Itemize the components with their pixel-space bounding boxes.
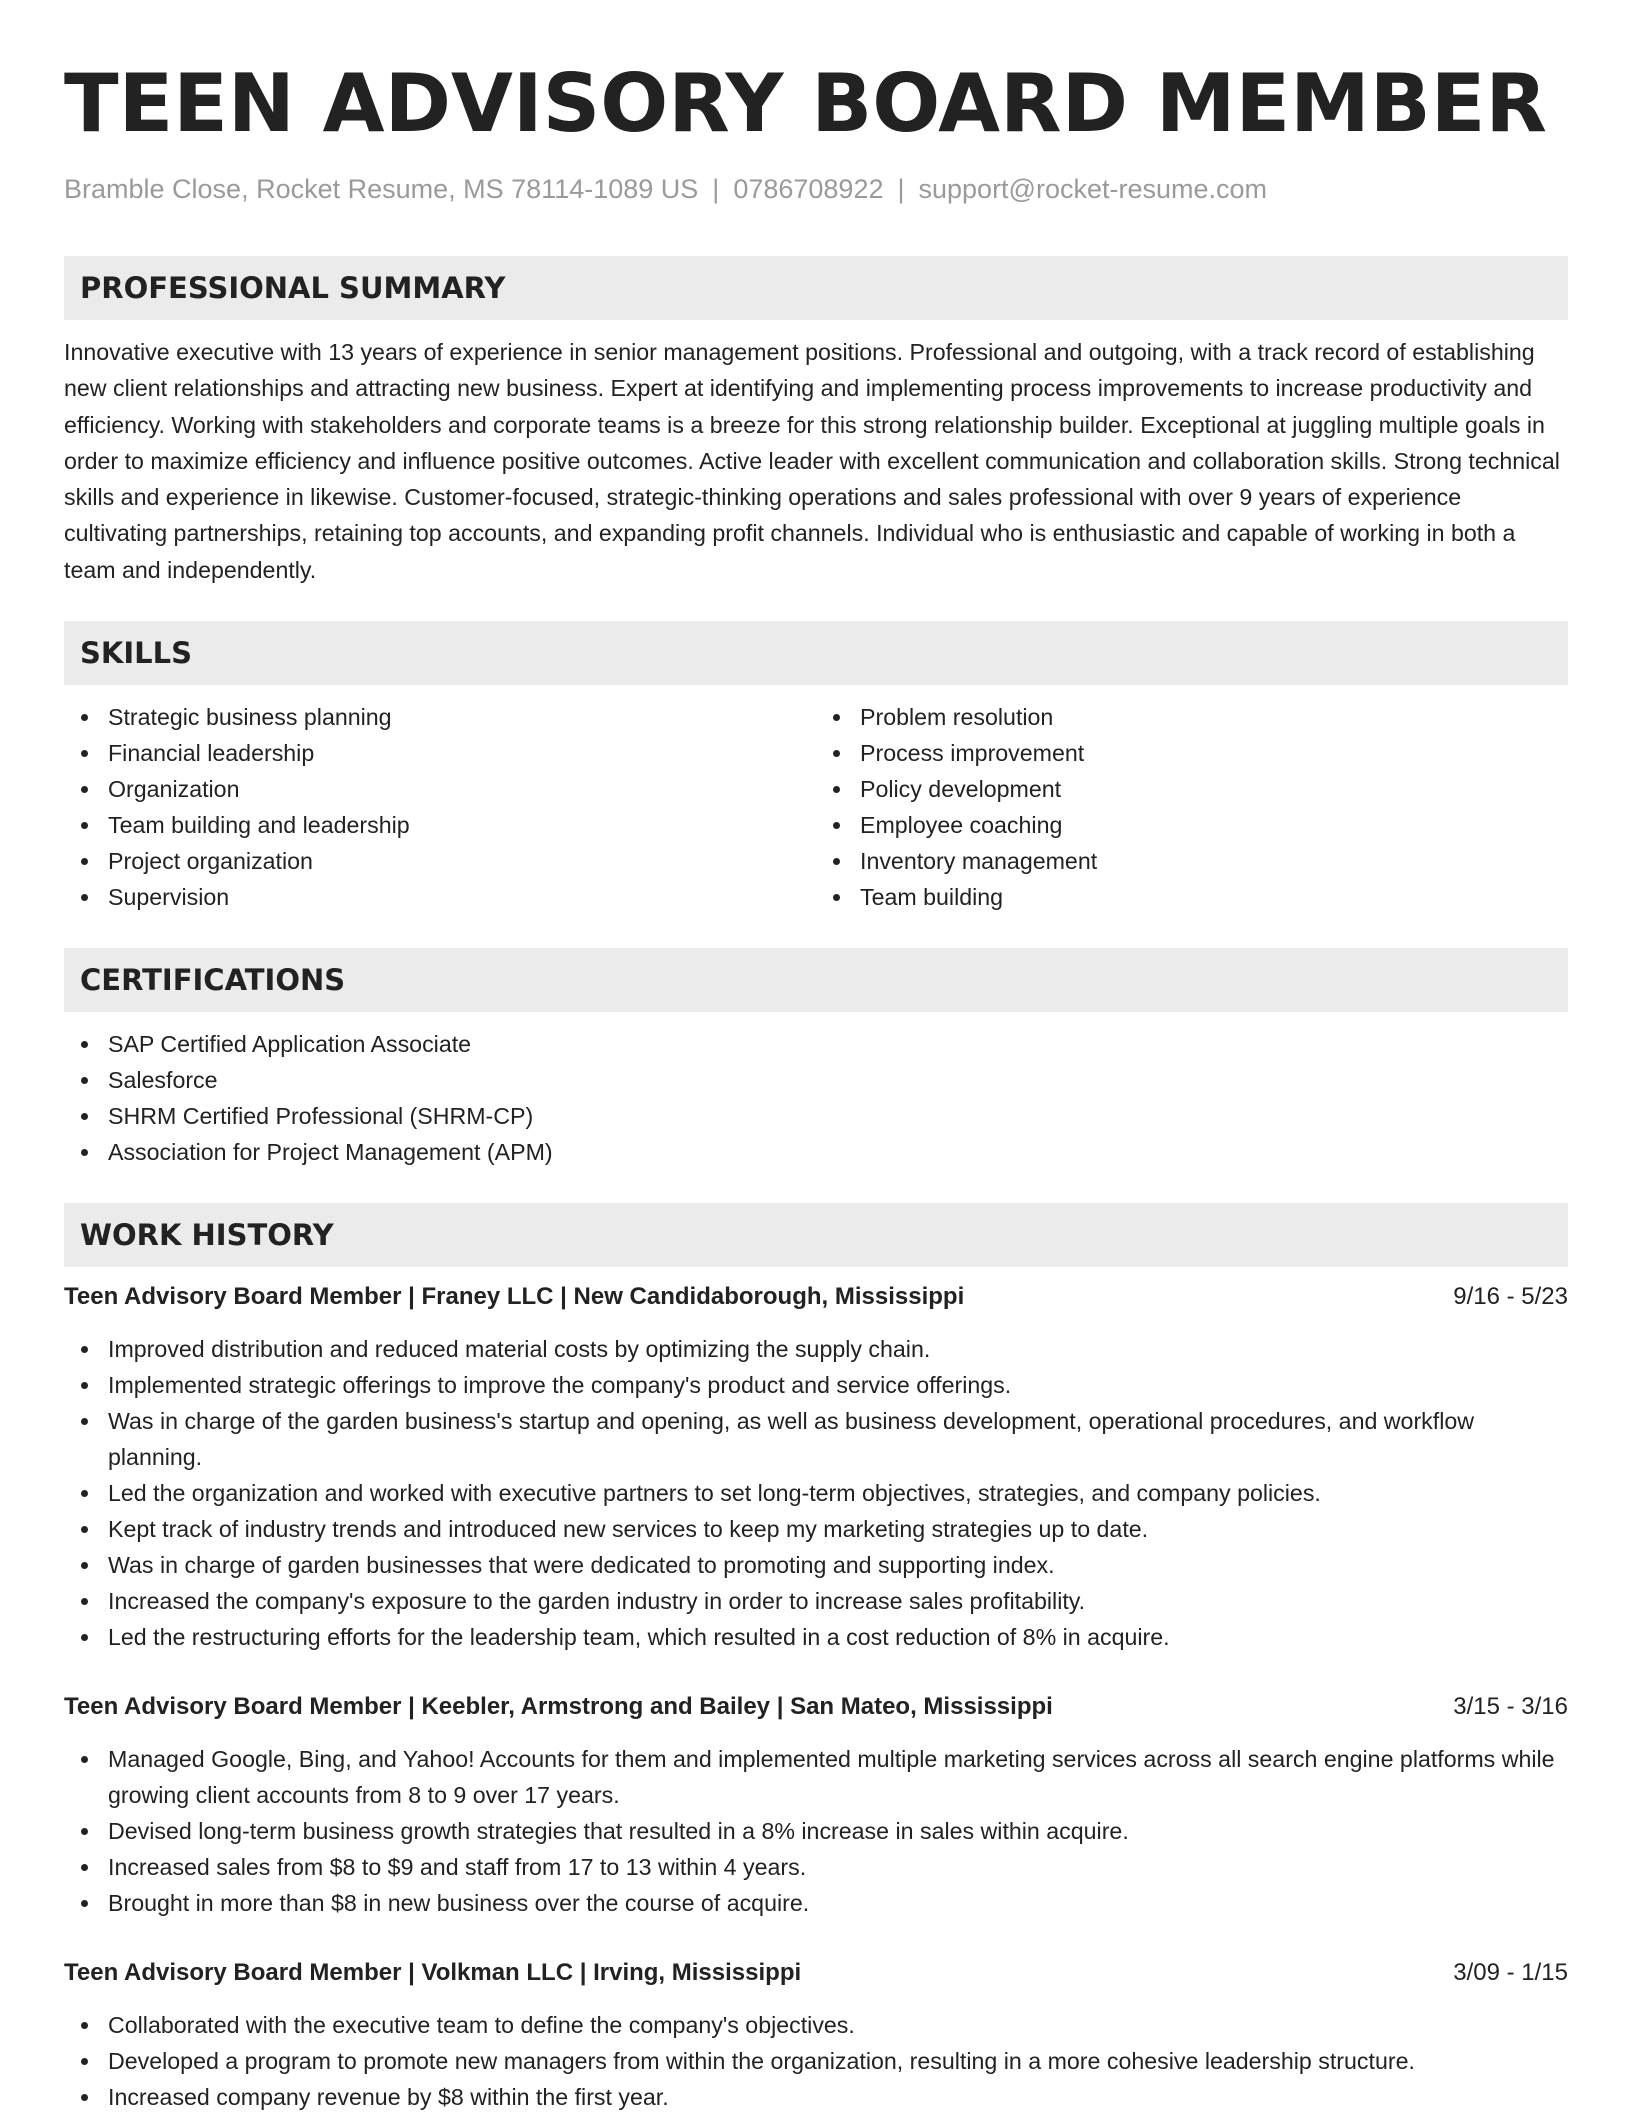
skills-right-list xyxy=(816,699,1568,915)
skill-item: Process improvement xyxy=(816,735,1568,771)
certifications-section xyxy=(64,948,1568,1170)
skill-item: Inventory management xyxy=(816,843,1568,879)
job-bullet: Improved distribution and reduced material costs by optimizing the supply chain. xyxy=(64,1331,1568,1367)
job-bullet: Increased the company's exposure to the garden industry in order to increase sales profitability. xyxy=(64,1583,1568,1619)
job-bullets xyxy=(64,1331,1568,1655)
section-header xyxy=(64,1203,1568,1267)
skill-item: Team building and leadership xyxy=(64,807,816,843)
skill-item: Organization xyxy=(64,771,816,807)
skill-item: Policy development xyxy=(816,771,1568,807)
certification-item: SAP Certified Application Associate xyxy=(64,1026,1568,1062)
job-heading: Teen Advisory Board Member | Keebler, Armstrong and Bailey | San Mateo, Mississippi xyxy=(64,1693,1053,1721)
candidate-name: TEEN ADVISORY BOARD MEMBER xyxy=(64,57,1548,150)
skill-item: Strategic business planning xyxy=(64,699,816,735)
job-heading-row xyxy=(64,1689,1568,1725)
job-dates: 3/15 - 3/16 xyxy=(1453,1693,1568,1721)
job-entry xyxy=(64,1689,1568,1921)
skill-item: Project organization xyxy=(64,843,816,879)
certifications-list xyxy=(64,1026,1568,1170)
job-heading-row xyxy=(64,1279,1568,1315)
job-bullet: Led the restructuring efforts for the leadership team, which resulted in a cost reduction of 8% in acquire. xyxy=(64,1619,1568,1655)
contact-separator: | xyxy=(897,174,905,204)
certification-item: SHRM Certified Professional (SHRM-CP) xyxy=(64,1098,1568,1134)
job-dates: 3/09 - 1/15 xyxy=(1453,1959,1568,1987)
summary-text: Innovative executive with 13 years of experience in senior management positions. Professional and outgoing, with a track record of establishing new client relationships and attracting new business. Expert at identifying and implementing process improvements to increase productivity and efficiency. Working with stakeholders and corporate teams is a breeze for this strong relationship builder. Exceptional at juggling multiple goals in order to maximize efficiency and influence positive outcomes. Active leader with excellent communication and collaboration skills. Strong technical skills and experience in likewise. Customer-focused, strategic-thinking operations and sales professional with over 9 years of experience cultivating partnerships, retaining top accounts, and expanding profit channels. Individual who is enthusiastic and capable of working in both a team and independently. xyxy=(64,339,1560,583)
job-bullet: Increased company revenue by $8 within the first year. xyxy=(64,2079,1568,2115)
skills-grid xyxy=(64,699,1568,915)
contact-phone: 0786708922 xyxy=(733,174,884,204)
contact-address: Bramble Close, Rocket Resume, MS 78114-1089 US xyxy=(64,174,699,204)
certification-item: Association for Project Management (APM) xyxy=(64,1134,1568,1170)
contact-line xyxy=(64,172,1568,206)
job-heading-row xyxy=(64,1955,1568,1991)
section-title-work-history: WORK HISTORY xyxy=(80,1218,334,1253)
job-bullet: Developed a program to promote new managers from within the organization, resulting in a more cohesive leadership structure. xyxy=(64,2043,1568,2079)
section-title-certifications: CERTIFICATIONS xyxy=(80,963,346,998)
skills-section xyxy=(64,621,1568,915)
job-bullet: Increased sales from $8 to $9 and staff from 17 to 13 within 4 years. xyxy=(64,1849,1568,1885)
section-header xyxy=(64,256,1568,320)
job-bullets xyxy=(64,2007,1568,2115)
skill-item: Problem resolution xyxy=(816,699,1568,735)
summary-section xyxy=(64,256,1568,588)
job-bullet: Was in charge of the garden business's startup and opening, as well as business development, operational procedures, and workflow planning. xyxy=(64,1403,1568,1475)
skill-item: Employee coaching xyxy=(816,807,1568,843)
section-title-summary: PROFESSIONAL SUMMARY xyxy=(80,271,506,305)
job-bullet: Devised long-term business growth strategies that resulted in a 8% increase in sales within acquire. xyxy=(64,1813,1568,1849)
certification-item: Salesforce xyxy=(64,1062,1568,1098)
job-bullet: Led the organization and worked with executive partners to set long-term objectives, strategies, and company policies. xyxy=(64,1475,1568,1511)
skills-left-list xyxy=(64,699,816,915)
job-heading: Teen Advisory Board Member | Franey LLC | New Candidaborough, Mississippi xyxy=(64,1283,965,1311)
skill-item: Supervision xyxy=(64,879,816,915)
job-heading: Teen Advisory Board Member | Volkman LLC | Irving, Mississippi xyxy=(64,1959,802,1987)
job-bullet: Was in charge of garden businesses that were dedicated to promoting and supporting index. xyxy=(64,1547,1568,1583)
section-header xyxy=(64,621,1568,685)
job-dates: 9/16 - 5/23 xyxy=(1453,1283,1568,1311)
job-bullet: Implemented strategic offerings to improve the company's product and service offerings. xyxy=(64,1367,1568,1403)
skill-item: Financial leadership xyxy=(64,735,816,771)
section-header xyxy=(64,948,1568,1012)
job-bullet: Kept track of industry trends and introduced new services to keep my marketing strategies up to date. xyxy=(64,1511,1568,1547)
job-bullet: Managed Google, Bing, and Yahoo! Accounts for them and implemented multiple marketing services across all search engine platforms while growing client accounts from 8 to 9 over 17 years. xyxy=(64,1741,1568,1813)
job-entry xyxy=(64,1955,1568,2115)
contact-separator: | xyxy=(712,174,720,204)
job-entry xyxy=(64,1279,1568,1655)
job-bullet: Brought in more than $8 in new business over the course of acquire. xyxy=(64,1885,1568,1921)
job-bullet: Collaborated with the executive team to define the company's objectives. xyxy=(64,2007,1568,2043)
contact-email: support@rocket-resume.com xyxy=(918,174,1268,204)
job-bullets xyxy=(64,1741,1568,1921)
skill-item: Team building xyxy=(816,879,1568,915)
section-title-skills: SKILLS xyxy=(80,636,192,671)
work-history-section xyxy=(64,1203,1568,2115)
